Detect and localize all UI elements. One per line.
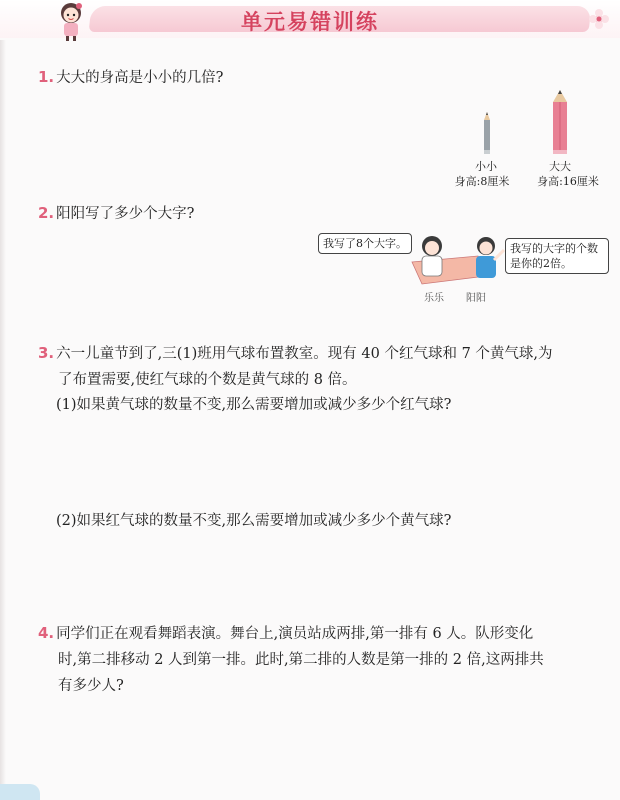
- question-3-part-2: (2)如果红气球的数量不变,那么需要增加或减少多少个黄气球?: [56, 513, 452, 529]
- kid-name-yangyang: 阳阳: [466, 293, 486, 304]
- small-pencil-icon: [484, 112, 490, 154]
- question-text: 阳阳写了多少个大字?: [56, 206, 195, 222]
- speech-bubble-lele: 我写了8个大字。: [318, 233, 412, 254]
- kid-name-lele: 乐乐: [424, 293, 444, 304]
- page-title: 单元易错训练: [241, 10, 379, 34]
- question-text-line-3: 有多少人?: [58, 678, 124, 694]
- question-3-part-1: (1)如果黄气球的数量不变,那么需要增加或减少多少个红气球?: [56, 397, 452, 413]
- question-number: 3.: [38, 344, 55, 362]
- question-2: [38, 200, 194, 227]
- big-pencil-name: 大大: [549, 160, 571, 173]
- question-text-line-1: 六一儿童节到了,三(1)班用气球布置教室。现有 40 个红气球和 7 个黄气球,为: [56, 346, 553, 362]
- small-pencil-height: 身高:8厘米: [454, 175, 510, 188]
- speech-bubble-yangyang: 我写的大字的个数是你的2倍。: [505, 238, 609, 274]
- question-number: 1.: [38, 68, 55, 86]
- question-4: [38, 620, 606, 699]
- question-text-line-2: 了布置需要,使红气球的个数是黄气球的 8 倍。: [58, 372, 357, 388]
- big-pencil-icon: [553, 90, 567, 154]
- question-text-line-2: 时,第二排移动 2 人到第一排。此时,第二排的人数是第一排的 2 倍,这两排共: [58, 652, 544, 668]
- page-corner-tab: [0, 784, 40, 800]
- cartoon-girl-icon: [54, 0, 88, 42]
- small-pencil-name: 小小: [475, 160, 497, 173]
- big-pencil-height: 身高:16厘米: [537, 175, 599, 188]
- question-3: [38, 340, 608, 393]
- flower-icon: [586, 8, 612, 30]
- question-number: 4.: [38, 624, 55, 642]
- question-1: [38, 64, 223, 91]
- question-text-line-1: 同学们正在观看舞蹈表演。舞台上,演员站成两排,第一排有 6 人。队形变化: [56, 626, 534, 642]
- page-binding-edge: [0, 40, 6, 800]
- question-number: 2.: [38, 204, 55, 222]
- question-text: 大大的身高是小小的几倍?: [56, 70, 224, 86]
